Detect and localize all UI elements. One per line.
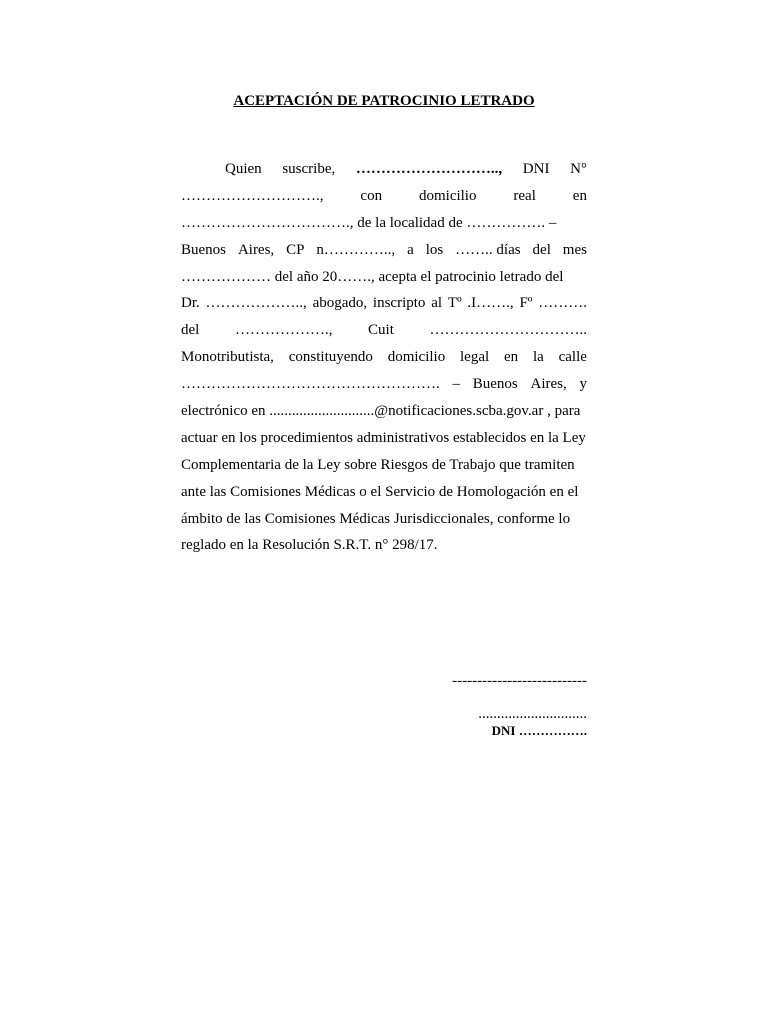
paragraph-line [181, 317, 587, 344]
paragraph-line [181, 264, 587, 291]
word: y [579, 376, 587, 393]
paragraph-line [181, 452, 587, 479]
word: N° [570, 161, 587, 177]
colegio-blank: ………………., [234, 322, 333, 339]
word: Cuit [368, 322, 394, 339]
signature-dni: DNI ……………. [491, 723, 587, 738]
word: del [532, 241, 551, 258]
paragraph-line [181, 371, 587, 398]
paragraph-line [181, 344, 587, 371]
paragraph-line [181, 183, 587, 210]
word: domicilio [387, 349, 446, 366]
line-text: ……………………………., de la localidad de ……………. – [181, 214, 557, 231]
paragraph-line [181, 156, 587, 183]
paragraph-line [181, 425, 587, 452]
document-title: ACEPTACIÓN DE PATROCINIO LETRADO [233, 93, 535, 109]
word: inscripto [372, 295, 426, 312]
line-text: actuar en los procedimientos administrativos establecidos en la Ley [181, 429, 586, 446]
word: Buenos [472, 376, 518, 393]
signature-line: --------------------------- [452, 673, 587, 689]
word: Monotributista, [181, 349, 274, 366]
document-body [181, 156, 587, 559]
word: calle [558, 349, 587, 366]
word: constituyendo [288, 349, 373, 366]
word: domicilio [418, 187, 477, 204]
word: – [452, 376, 460, 393]
cp-blank: n………….., [316, 241, 396, 258]
word: legal [460, 349, 490, 366]
line-text: ante las Comisiones Médicas o el Servicio de Homologación en el [181, 483, 579, 500]
word: la [532, 349, 544, 366]
paragraph-line [181, 290, 587, 317]
word: al [431, 295, 443, 312]
lawyer-blank: ……………….., [205, 295, 307, 312]
word: suscribe, [282, 161, 336, 177]
paragraph-line [181, 506, 587, 533]
word: Buenos [181, 241, 226, 258]
word: a [407, 241, 414, 258]
line-text: ……………… del año 20……., acepta el patrocinio letrado del [181, 268, 564, 285]
word: real [513, 187, 536, 204]
signature-name-blank: ............................. [478, 706, 587, 722]
word: CP [286, 241, 305, 258]
word: los [425, 241, 444, 258]
word: abogado, [312, 295, 368, 312]
word: en [572, 187, 587, 204]
paragraph-line [181, 479, 587, 506]
line-text: electrónico en ............................@notificaciones.scba.gov.ar , para [181, 403, 581, 420]
folio-blank: ………. [538, 295, 587, 312]
tomo-blank: .I……., [467, 295, 514, 312]
word: Tº [447, 295, 462, 312]
line-text: ámbito de las Comisiones Médicas Jurisdiccionales, conforme lo [181, 510, 571, 527]
street-blank: ……………………………………………. [181, 376, 440, 393]
word: Quien [225, 161, 262, 177]
paragraph-line [181, 237, 587, 264]
word: en [503, 349, 519, 366]
word: DNI [522, 161, 550, 177]
paragraph-line [181, 210, 587, 237]
word: mes [562, 241, 587, 258]
dni-blank: ………………………., [181, 187, 324, 204]
word: del [181, 322, 200, 339]
paragraph-line [181, 398, 587, 425]
paragraph-line [181, 532, 587, 559]
word: Dr. [181, 295, 200, 312]
word: con [360, 187, 383, 204]
word: Fº [519, 295, 533, 312]
word: Aires, [530, 376, 567, 393]
line-text: reglado en la Resolución S.R.T. n° 298/17. [181, 537, 438, 554]
cuit-blank: ………………………….. [429, 322, 587, 339]
name-blank: ……………………….., [355, 161, 503, 177]
days-blank: …….. días [455, 241, 521, 258]
line-text: Complementaria de la Ley sobre Riesgos de Trabajo que tramiten [181, 456, 575, 473]
word: Aires, [237, 241, 275, 258]
